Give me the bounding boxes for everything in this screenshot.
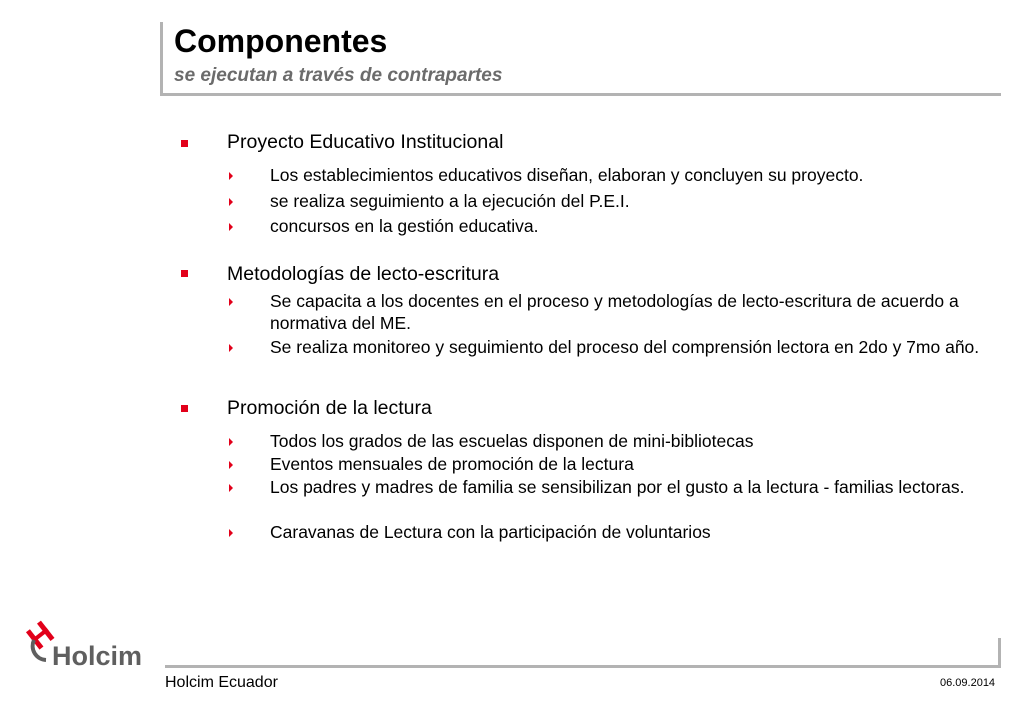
list-item: Los padres y madres de familia se sensibilizan por el gusto a la lectura - familias lectoras. — [270, 477, 965, 497]
title-vertical-rule — [160, 22, 163, 94]
footer-horizontal-rule — [165, 665, 1001, 668]
list-item: Eventos mensuales de promoción de la lectura — [270, 454, 634, 474]
arrow-bullet-icon — [229, 344, 233, 352]
list-item: Caravanas de Lectura con la participación de voluntarios — [270, 522, 711, 542]
arrow-bullet-icon — [229, 198, 233, 206]
list-item: Los establecimientos educativos diseñan, elaboran y concluyen su proyecto. — [270, 165, 864, 185]
arrow-bullet-icon — [229, 461, 233, 469]
list-item: Se capacita a los docentes en el proceso y metodologías de lecto-escritura de acuerdo a normativa del ME. — [270, 291, 959, 333]
square-bullet-icon — [181, 270, 188, 277]
footer-date: 06.09.2014 — [940, 677, 996, 689]
section-title: Promoción de la lectura — [227, 397, 432, 419]
footer-company: Holcim Ecuador — [165, 674, 278, 691]
title-horizontal-rule — [160, 93, 1001, 96]
arrow-bullet-icon — [229, 438, 233, 446]
footer-vertical-rule — [998, 638, 1001, 668]
list-item: se realiza seguimiento a la ejecución del P.E.I. — [270, 191, 630, 211]
page-subtitle: se ejecutan a través de contrapartes — [174, 65, 503, 86]
logo-text: Holcim — [52, 641, 143, 671]
arrow-bullet-icon — [229, 484, 233, 492]
square-bullet-icon — [181, 405, 188, 412]
arrow-bullet-icon — [229, 172, 233, 180]
arrow-bullet-icon — [229, 529, 233, 537]
page-title: Componentes — [174, 23, 388, 59]
list-item: Todos los grados de las escuelas disponen de mini-bibliotecas — [270, 431, 754, 451]
section-title: Metodologías de lecto-escritura — [227, 263, 500, 285]
list-item: concursos en la gestión educativa. — [270, 216, 539, 236]
section-title: Proyecto Educativo Institucional — [227, 131, 504, 153]
arrow-bullet-icon — [229, 223, 233, 231]
square-bullet-icon — [181, 140, 188, 147]
list-item: Se realiza monitoreo y seguimiento del proceso del comprensión lectora en 2do y 7mo año. — [270, 337, 980, 357]
arrow-bullet-icon — [229, 298, 233, 306]
